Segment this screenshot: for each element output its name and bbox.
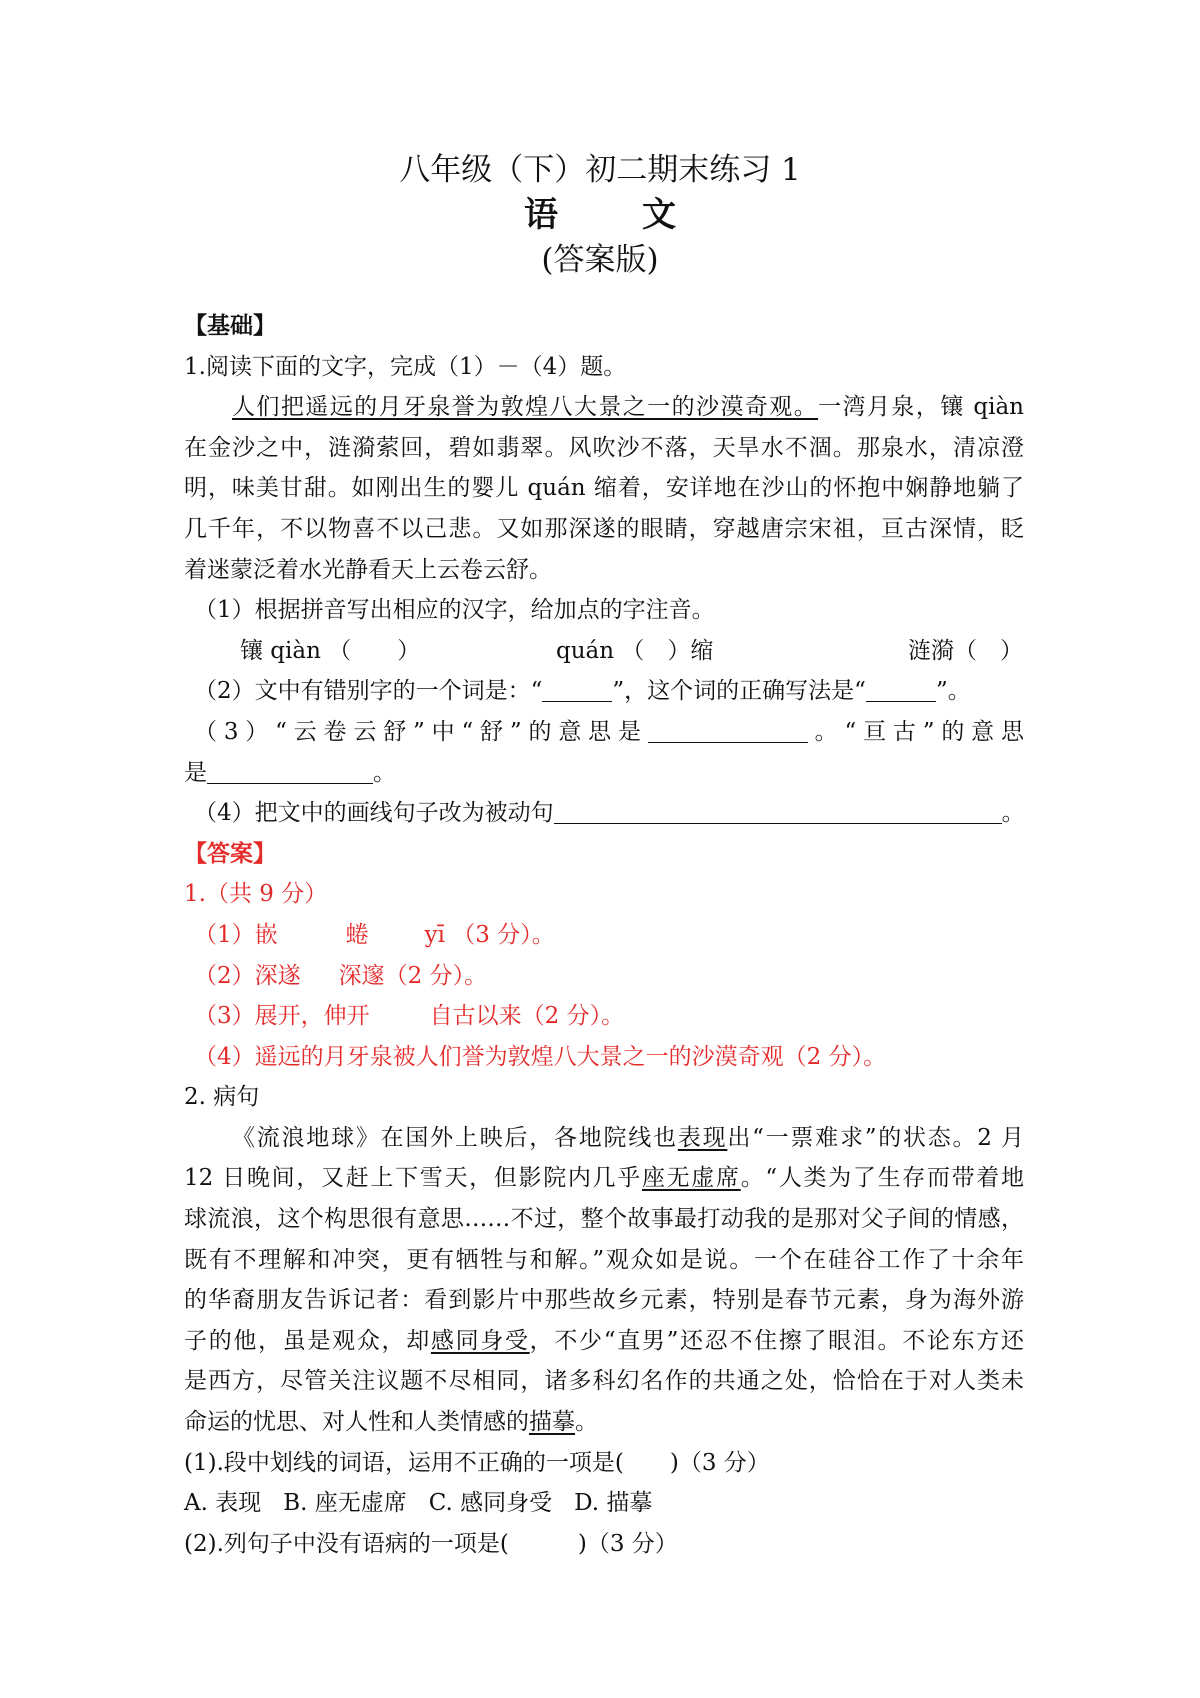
q2-sub2: (2).列句子中没有语病的一项是( )（3 分）: [184, 1530, 678, 1557]
title-block: [0, 148, 1200, 282]
pinyin-item-1: 镶 qiàn （ ）: [240, 637, 421, 664]
answer-3-part: 自古以来（2 分）。: [429, 1003, 625, 1030]
underlined-sentence: 人们把遥远的月牙泉誉为敦煌八大景之一的沙漠奇观。: [232, 394, 819, 421]
answer-2-part: （2）深遂: [194, 962, 301, 989]
q1-sub2-text-b: ”，这个词的正确写法是“: [612, 678, 866, 705]
exam-title: 八年级（下）初二期末练习 1: [399, 152, 801, 188]
pinyin-item-3: 涟漪（ ）: [908, 637, 1023, 664]
subject-char-2: 文: [642, 195, 676, 235]
q2-text: 出“一票难求”的状态。2 月: [727, 1124, 1025, 1151]
q1-para-line: [184, 387, 1024, 428]
edition-label: (答案版): [541, 242, 659, 278]
answer-label: 【答案】: [184, 839, 276, 867]
option-b: B. 座无虚席: [283, 1490, 407, 1517]
q1-sub2-text-a: （2）文中有错别字的一个词是：“: [194, 678, 543, 705]
q2-text: 子的他，虽是观众，却: [184, 1327, 431, 1354]
q1-sub2-text-c: ”。: [935, 678, 971, 705]
q2-para-line: [184, 1158, 1024, 1199]
q2-para-line: 的华裔朋友告诉记者：看到影片中那些故乡元素，特别是春节元素，身为海外游: [184, 1287, 1024, 1314]
section-label: 【基础】: [184, 312, 276, 339]
q1-sub1: （1）根据拼音写出相应的汉字，给加点的字注音。: [194, 597, 715, 624]
underlined-word: 座无虚席: [641, 1165, 741, 1192]
q2-para-line: [184, 1118, 1024, 1159]
q2-title: 2. 病句: [184, 1084, 260, 1111]
q1-sub3-text-a: （3）“云卷云舒”中“舒”的意思是: [194, 718, 648, 745]
q2-para-line: 是西方，尽管关注议题不尽相同，诸多科幻名作的共通之处，恰恰在于对人类未: [184, 1368, 1024, 1395]
answer-1: [184, 915, 1024, 956]
q2-text: ，不少“直男”还忍不住擦了眼泪。不论东方还: [529, 1327, 1024, 1354]
q1-para-line: 着迷蒙泛着水光静看天上云卷云舒。: [184, 556, 552, 583]
q2-sub1: (1).段中划线的词语，运用不正确的一项是( )（3 分）: [184, 1449, 770, 1476]
option-a: A. 表现: [184, 1490, 262, 1517]
answer-blank: [554, 797, 1002, 824]
q1-sub4-text: （4）把文中的画线句子改为被动句: [194, 800, 554, 827]
answer-4: （4）遥远的月牙泉被人们誉为敦煌八大景之一的沙漠奇观（2 分）。: [194, 1043, 887, 1070]
q1-para-line: 几千年，不以物喜不以己悲。又如那深遂的眼睛，穿越唐宗宋祖，亘古深情，眨: [184, 515, 1024, 542]
answer-blank: [866, 675, 936, 702]
answer-total: 1.（共 9 分）: [184, 881, 328, 908]
option-c: C. 感同身受: [428, 1490, 553, 1517]
q1-sub3-cont: [184, 753, 1024, 794]
subject-title: [0, 192, 1200, 238]
underlined-word: 描摹: [529, 1409, 575, 1436]
answer-2-part: 深邃（2 分）。: [338, 962, 488, 989]
q1-para-line-rest: 一湾月泉，镶 qiàn: [818, 394, 1024, 421]
answer-1-part: （1）嵌: [194, 921, 278, 948]
q2-text: 《流浪地球》在国外上映后，各地院线也: [232, 1124, 678, 1151]
q1-para-line: 在金沙之中，涟漪萦回，碧如翡翠。风吹沙不落，天旱水不涸。那泉水，清凉澄: [184, 434, 1024, 461]
answer-blank: [648, 716, 808, 743]
answer-2: [184, 956, 1024, 997]
answer-blank: [542, 675, 612, 702]
q2-text: 。“人类为了生存而带着地: [740, 1165, 1024, 1192]
q2-text: 12 日晚间，又赶上下雪天，但影院内几乎: [184, 1165, 642, 1192]
document-body: [184, 306, 1024, 1564]
q2-para-line: [184, 1321, 1024, 1362]
q1-para-line: 明，味美甘甜。如刚出生的婴儿 quán 缩着，安详地在沙山的怀抱中娴静地躺了: [184, 475, 1024, 502]
q2-para-line: 球流浪，这个构思很有意思……不过，整个故事最打动我的是那对父子间的情感，: [184, 1206, 1024, 1233]
q1-sub3-text-b: 。“亘古”的意思: [807, 718, 1024, 745]
q2-sub1-options: [184, 1483, 1024, 1524]
pinyin-item-2: quán （ ）缩: [556, 637, 714, 664]
answer-blank: [207, 757, 373, 784]
option-d: D. 描摹: [574, 1490, 653, 1517]
q1-sub2: [184, 671, 1024, 712]
q2-text: 命运的忧思、对人性和人类情感的: [184, 1409, 529, 1436]
q1-sub3-text-c: 是: [184, 759, 207, 786]
underlined-word: 感同身受: [430, 1327, 530, 1354]
underlined-word: 表现: [677, 1124, 728, 1151]
subject-char-1: 语: [524, 195, 558, 235]
answer-1-part: yī （3 分）。: [424, 921, 555, 948]
q2-para-line: [184, 1402, 1024, 1443]
q1-sub3: [184, 712, 1024, 753]
q1-sub4-end: 。: [1001, 800, 1025, 827]
answer-1-part: 蜷: [345, 921, 369, 948]
q2-para-line: 既有不理解和冲突，更有牺牲与和解。”观众如是说。一个在硅谷工作了十余年: [184, 1246, 1024, 1273]
answer-3-part: （3）展开，伸开: [194, 1003, 370, 1030]
q1-sub4: [184, 793, 1024, 834]
q1-stem: 1.阅读下面的文字，完成（1）－（4）题。: [184, 353, 627, 380]
q1-sub3-text-d: 。: [373, 759, 396, 786]
q2-text: 。: [575, 1409, 598, 1436]
answer-3: [184, 996, 1024, 1037]
q1-sub1-items: [184, 631, 1024, 672]
